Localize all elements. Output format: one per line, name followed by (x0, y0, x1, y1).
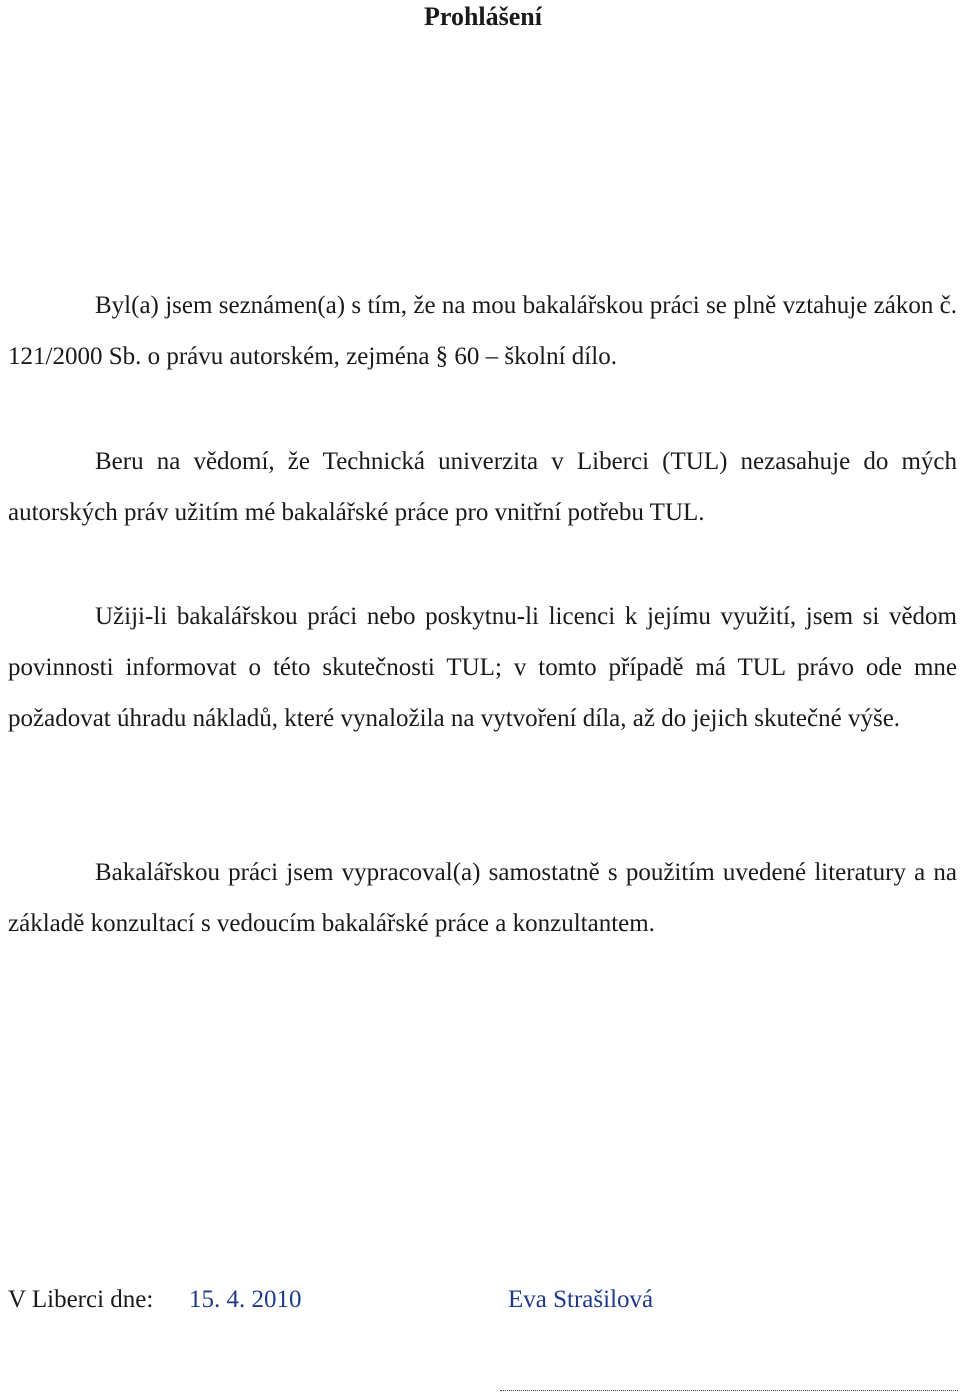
paragraph-copyright-law: Byl(a) jsem seznámen(a) s tím, že na mou bakalářskou práci se plně vztahuje zákon č. 121/2000 Sb. o právu autorském, zejména § 60 – školní dílo. (8, 292, 957, 370)
date-label: V Liberci dne: (8, 1286, 154, 1313)
paragraph-tul-rights: Beru na vědomí, že Technická univerzita v Liberci (TUL) nezasahuje do mých autorských práv užitím mé bakalářské práce pro vnitřní potřebu TUL. (8, 448, 957, 526)
page-title: Prohlášení (424, 2, 542, 31)
signature-line (500, 1390, 958, 1391)
paragraph-independent-work: Bakalářskou práci jsem vypracoval(a) samostatně s použitím uvedené literatury a na základě konzultací s vedoucím bakalářské práce a konzultantem. (8, 859, 957, 937)
signer-name: Eva Strašilová (508, 1286, 654, 1313)
paragraph-license-obligation: Užiji-li bakalářskou práci nebo poskytnu-li licenci k jejímu využití, jsem si vědom povinnosti informovat o této skutečnosti TUL; v tomto případě má TUL právo ode mne požadovat úhradu nákladů, které vynaložila na vytvoření díla, až do jejich skutečné výše. (8, 603, 957, 732)
date-value: 15. 4. 2010 (189, 1286, 302, 1313)
